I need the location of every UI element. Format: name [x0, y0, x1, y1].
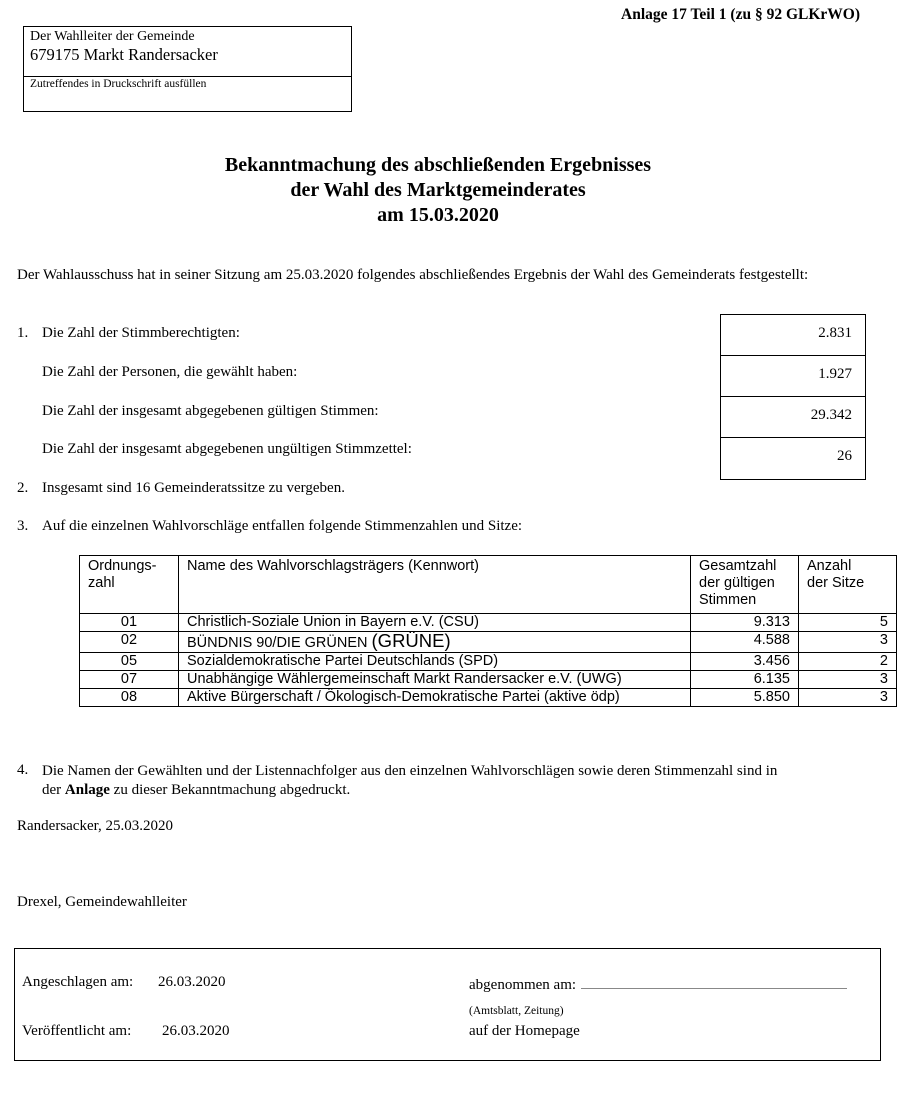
header-votes-line3: Stimmen — [699, 592, 757, 608]
posted-date: 26.03.2020 — [158, 974, 226, 990]
table-row — [80, 614, 897, 632]
sender-municipality: 679175 Markt Randersacker — [30, 45, 218, 64]
row-ordinal: 02 — [80, 632, 179, 653]
row-votes: 4.588 — [691, 632, 799, 653]
section-2-number: 2. — [17, 480, 29, 496]
header-votes-line2: der gültigen — [699, 575, 775, 591]
row-party-name — [179, 632, 691, 653]
row-ordinal: 01 — [80, 614, 179, 632]
medium-hint: (Amtsblatt, Zeitung) — [469, 1005, 564, 1017]
row-seats: 2 — [799, 653, 897, 671]
row-party-name: Aktive Bürgerschaft / Ökologisch-Demokratische Partei (aktive ödp) — [179, 689, 691, 707]
header-seats-line1: Anzahl — [807, 558, 852, 574]
row-party-name: Sozialdemokratische Partei Deutschlands (SPD) — [179, 653, 691, 671]
invalid-ballots-value: 26 — [837, 448, 852, 464]
row-ordinal: 08 — [80, 689, 179, 707]
published-label: Veröffentlicht am: — [22, 1023, 132, 1039]
row-seats: 3 — [799, 689, 897, 707]
sender-hint: Zutreffendes in Druckschrift ausfüllen — [30, 78, 207, 90]
published-date: 26.03.2020 — [162, 1023, 230, 1039]
eligible-voters-label: Die Zahl der Stimmberechtigten: — [42, 325, 240, 341]
header-ordinal — [80, 556, 179, 614]
seats-statement: Insgesamt sind 16 Gemeinderatssitze zu vergeben. — [42, 480, 345, 496]
row-seats: 3 — [799, 671, 897, 689]
annex-text-pre: der — [42, 782, 65, 798]
place-date: Randersacker, 25.03.2020 — [17, 818, 174, 834]
row-seats: 3 — [799, 632, 897, 653]
removed-label: abgenommen am: — [469, 977, 577, 993]
results-intro: Auf die einzelnen Wahlvorschläge entfallen folgende Stimmenzahlen und Sitze: — [42, 518, 523, 534]
row-party-name: Christlich-Soziale Union in Bayern e.V. (CSU) — [179, 614, 691, 632]
annex-keyword: Anlage — [64, 782, 110, 798]
voters-label: Die Zahl der Personen, die gewählt haben: — [42, 364, 298, 380]
section-4-number: 4. — [17, 762, 29, 778]
voters-value: 1.927 — [721, 356, 865, 397]
annex-statement-line2 — [42, 781, 777, 800]
header-votes — [691, 556, 799, 614]
results-header-row — [80, 556, 897, 614]
header-name: Name des Wahlvorschlagsträgers (Kennwort) — [179, 556, 691, 614]
annex-statement — [42, 762, 777, 800]
row-ordinal: 05 — [80, 653, 179, 671]
title-line-2: der Wahl des Marktgemeinderates — [290, 179, 586, 201]
header-seats-line2: der Sitze — [807, 575, 865, 591]
table-row — [80, 671, 897, 689]
table-row — [80, 653, 897, 671]
removed-field — [469, 974, 847, 994]
posted-label: Angeschlagen am: — [22, 974, 134, 990]
row-party-short: (GRÜNE) — [371, 630, 451, 651]
row-votes: 6.135 — [691, 671, 799, 689]
posting-record-box — [14, 948, 881, 1061]
intro-paragraph: Der Wahlausschuss hat in seiner Sitzung am 25.03.2020 folgendes abschließendes Ergebnis der Wahl des Gemeinderats festgestellt: — [17, 267, 809, 283]
valid-votes-label: Die Zahl der insgesamt abgegebenen gültigen Stimmen: — [42, 403, 379, 419]
header-votes-line1: Gesamtzahl — [699, 558, 777, 574]
eligible-voters-value: 2.831 — [721, 315, 865, 356]
row-votes: 3.456 — [691, 653, 799, 671]
annex-statement-line1: Die Namen der Gewählten und der Listennachfolger aus den einzelnen Wahlvorschlägen sowie deren Stimmenzahl sind in — [42, 763, 778, 779]
title-line-1: Bekanntmachung des abschließenden Ergebnisses — [224, 154, 652, 176]
row-ordinal: 07 — [80, 671, 179, 689]
removed-date-line[interactable] — [581, 974, 847, 989]
table-row — [80, 689, 897, 707]
signature: Drexel, Gemeindewahlleiter — [17, 894, 187, 910]
row-party-name: Unabhängige Wählergemeinschaft Markt Randersacker e.V. (UWG) — [179, 671, 691, 689]
header-seats — [799, 556, 897, 614]
title-line-3: am 15.03.2020 — [377, 204, 499, 226]
section-1-number: 1. — [17, 325, 29, 341]
sender-title: Der Wahlleiter der Gemeinde — [30, 29, 195, 44]
row-votes: 5.850 — [691, 689, 799, 707]
annex-reference: Anlage 17 Teil 1 (zu § 92 GLKrWO) — [621, 6, 860, 23]
table-row — [80, 632, 897, 653]
row-seats: 5 — [799, 614, 897, 632]
header-ordinal-line1: Ordnungs- — [88, 558, 157, 574]
row-votes: 9.313 — [691, 614, 799, 632]
section-3-number: 3. — [17, 518, 29, 534]
row-party-name-main: BÜNDNIS 90/DIE GRÜNEN — [187, 635, 372, 651]
results-table — [79, 555, 897, 707]
publication-medium: auf der Homepage — [469, 1023, 580, 1039]
annex-text-post: zu dieser Bekanntmachung abgedruckt. — [109, 782, 351, 798]
invalid-ballots-label: Die Zahl der insgesamt abgegebenen ungültigen Stimmzettel: — [42, 441, 412, 457]
valid-votes-value: 29.342 — [721, 397, 865, 438]
header-ordinal-line2: zahl — [88, 575, 115, 591]
document-title — [0, 153, 876, 228]
sender-box — [23, 26, 352, 112]
sender-address — [24, 27, 351, 77]
figures-box — [720, 314, 866, 480]
